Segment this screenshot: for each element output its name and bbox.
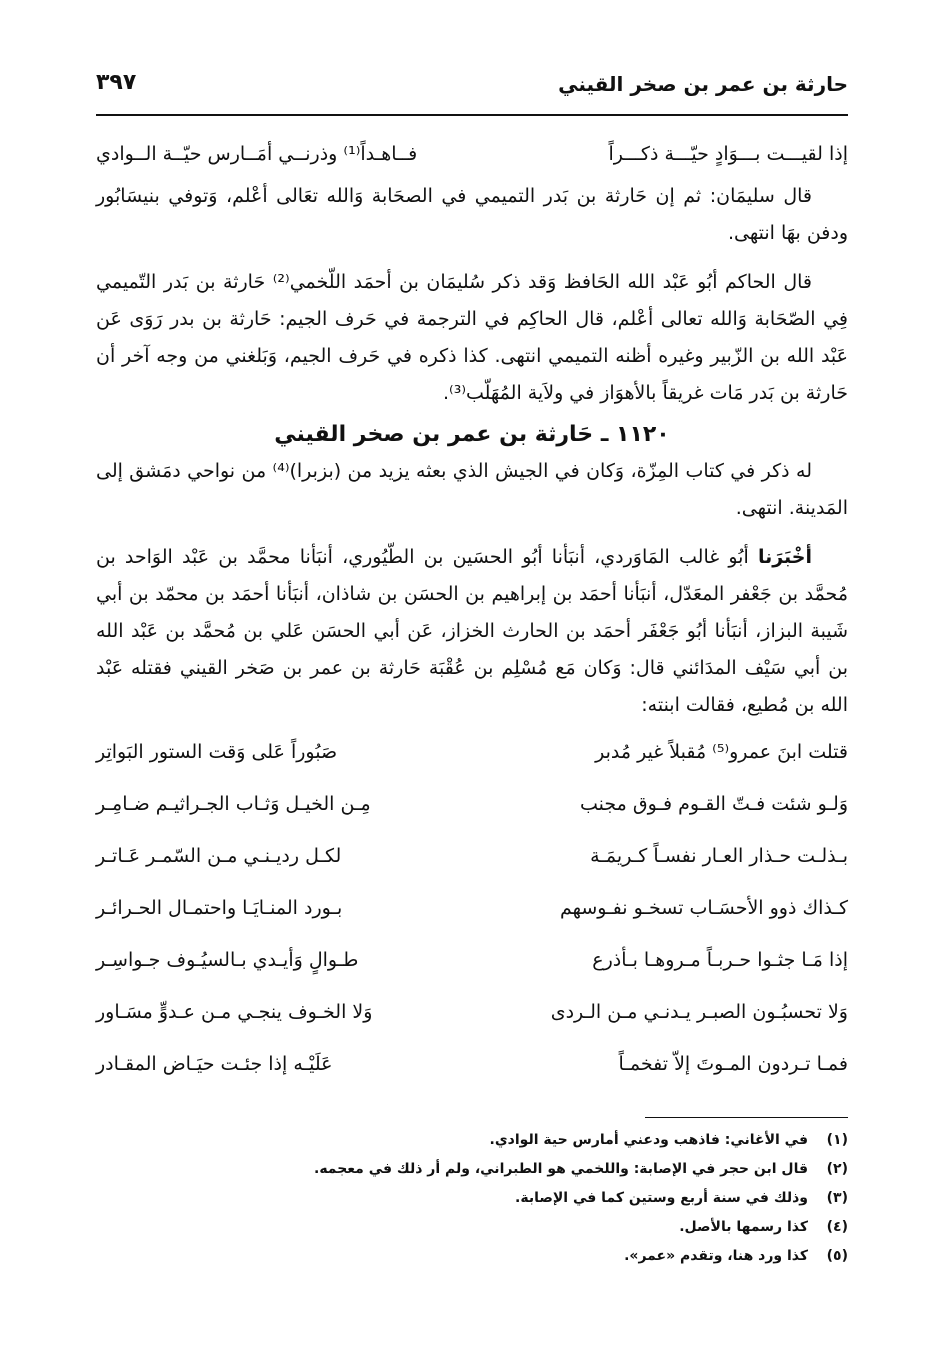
poem	[96, 726, 848, 1090]
page-number: ٣٩٧	[96, 70, 137, 95]
footnote-number: (٣)	[826, 1190, 848, 1206]
verse-second-hemistich: عَلَيْـه إذا جئـت حيَـاض المقـادر	[96, 1053, 333, 1075]
poem-verse	[96, 882, 848, 934]
poem-verse	[96, 934, 848, 986]
isnad-text: أبُو غالب المَاوَردي، أنبَأنا أبُو الحسَين بن الطّيُوري، أنبَأنا محمَّد بن عَبْد الوَاحد بن مُحمَّد بن جَعْفر المعَدّل، أنبَأنا أحمَد بن إبراهيم بن الحسَن بن شاذان، أنبَأنا أحمَد بن محمّد بن أبي شَيبة البزاز، أنبَأنا أبُو جَعْفَر أحمَد بن الحارث الخزاز، عَن أبي الحسَن عَلي بن مُحمَّد بن عَبْد الله بن أبي سَيْف المدَائني قال: وَكان مَع مُسْلِم بن عُقْبَة حَارثة بن عمر بن صَخر القيني فقتله عَبْد الله بن مُطيع، فقالت ابنته:	[96, 546, 848, 716]
poem-verse	[96, 726, 848, 778]
footnote	[96, 1213, 848, 1242]
verse-first-hemistich: إذا مَـا جثـوا حـربـاً مـروهـا بـأذرع	[592, 949, 848, 971]
footnote-number: (٥)	[826, 1248, 848, 1264]
footnote	[96, 1184, 848, 1213]
poem-verse	[96, 986, 848, 1038]
paragraph-hakim: قال الحاكم أبُو عَبْد الله الحَافظ وَقد ذكر سُليمَان بن أحمَد اللّخمي⁽²⁾ حَارثة بن بَدر التّميمي فِي الصّحَابة وَالله تعالى أعْلم، قال الحاكِم في الترجمة في حَرف الجيم: حَارثة بن بدر رَوَى عَن عَبْد الله بن الزّبير وغيره أظنه التميمي انتهى. كذا ذكره في حَرف الجيم، وَبَلغني من وجه آخر أن حَارثة بن بَدر مَات غريقاً بالأهوَاز في ولاَية المُهَلّب⁽³⁾.	[96, 271, 848, 404]
verse-second-hemistich: لكـل رديـنـي مـن السّمـر عَـاتـر	[96, 845, 342, 867]
isnad-paragraph	[96, 539, 848, 724]
poem-verse	[96, 778, 848, 830]
footnote-number: (١)	[826, 1132, 848, 1148]
footnote-number: (٢)	[826, 1161, 848, 1177]
footnote-text: كذا رسمها بالأصل.	[679, 1219, 808, 1235]
entry-heading: ١١٢٠ ـ حَارثة بن عمر بن صخر القيني	[274, 422, 670, 447]
footnote-text: في الأغاني: فاذهب ودعني أمارس حية الوادي.	[489, 1132, 808, 1148]
verse-second-hemistich: بـورد المنـايَـا واحتمـال الحـرائـر	[96, 897, 343, 919]
verse-first-hemistich: إذا لقيـــت بـــوَادٍ حيّـــة ذكـــراً	[608, 143, 848, 165]
main-text	[96, 130, 848, 1090]
verse-second-hemistich: فــاهـداً⁽¹⁾ وذرنــي أمَــارس حيّــة الــوادي	[96, 143, 418, 165]
page-header	[96, 70, 848, 104]
poem-verse	[96, 830, 848, 882]
footnote-separator	[645, 1117, 848, 1118]
entry-intro: له ذكر في كتاب المِزّة، وَكان في الجيش الذي بعثه يزيد من (بزبرا)⁽⁴⁾ من نواحي دمَشق إلى المَدينة. انتهى.	[96, 460, 848, 519]
footnote-number: (٤)	[826, 1219, 848, 1235]
verse-second-hemistich: مِـن الخيـل وَثـاب الجـراثيـم ضـامِـر	[96, 793, 371, 815]
verse-first-hemistich: فمـا تـردون المـوتَ إلاّ تفخمـاً	[618, 1053, 848, 1075]
footnote	[96, 1126, 848, 1155]
footnote	[96, 1242, 848, 1271]
footnote-text: وذلك في سنة أربع وستين كما في الإصابة.	[515, 1190, 808, 1206]
verse-second-hemistich: وَلا الخـوف ينجـي مـن عـدوٍّ مسَـاور	[96, 1001, 373, 1023]
verse-first-hemistich: كـذاك ذوو الأحسَـاب تسخـو نفـوسهم	[559, 897, 848, 919]
opening-verse	[96, 130, 848, 178]
footnote-text: كذا ورد هنا، وتقدم «عمر».	[624, 1248, 808, 1264]
running-title: حارثة بن عمر بن صخر القيني	[558, 72, 848, 96]
paragraph-sulayman: قال سليمَان: ثم إن حَارثة بن بَدر التميمي في الصحَابة وَالله تعَالى أعْلم، وَتوفي بنيسَابُور ودفن بهَا انتهى.	[96, 185, 848, 244]
footnote	[96, 1155, 848, 1184]
header-rule	[96, 114, 848, 116]
verse-first-hemistich: وَلـو شئت فـتّ القـوم فـوق مجنب	[579, 793, 848, 815]
footnote-text: قال ابن حجر في الإصابة: واللخمي هو الطبراني، ولم أر ذلك في معجمه.	[314, 1161, 808, 1177]
verse-first-hemistich: قتلت ابنَ عمرو⁽⁵⁾ مُقبلاً غير مُدبر	[595, 741, 848, 763]
verse-first-hemistich: وَلا تحسبُـون الصبـر يـدنـي مـن الـردى	[550, 1001, 848, 1023]
verse-first-hemistich: بـذلـت حـذار العـار نفسـاً كـريمَـة	[590, 845, 848, 867]
akhbarana-word: أخْبَرَنا	[757, 546, 812, 568]
footnotes	[96, 1126, 848, 1271]
poem-verse	[96, 1038, 848, 1090]
verse-second-hemistich: صَبُوراً عَلى وَقت الستور البَواتِر	[96, 741, 338, 763]
verse-second-hemistich: طـوالٍ وَأيـدي بـالسيُـوف جـواسِـر	[96, 949, 359, 971]
